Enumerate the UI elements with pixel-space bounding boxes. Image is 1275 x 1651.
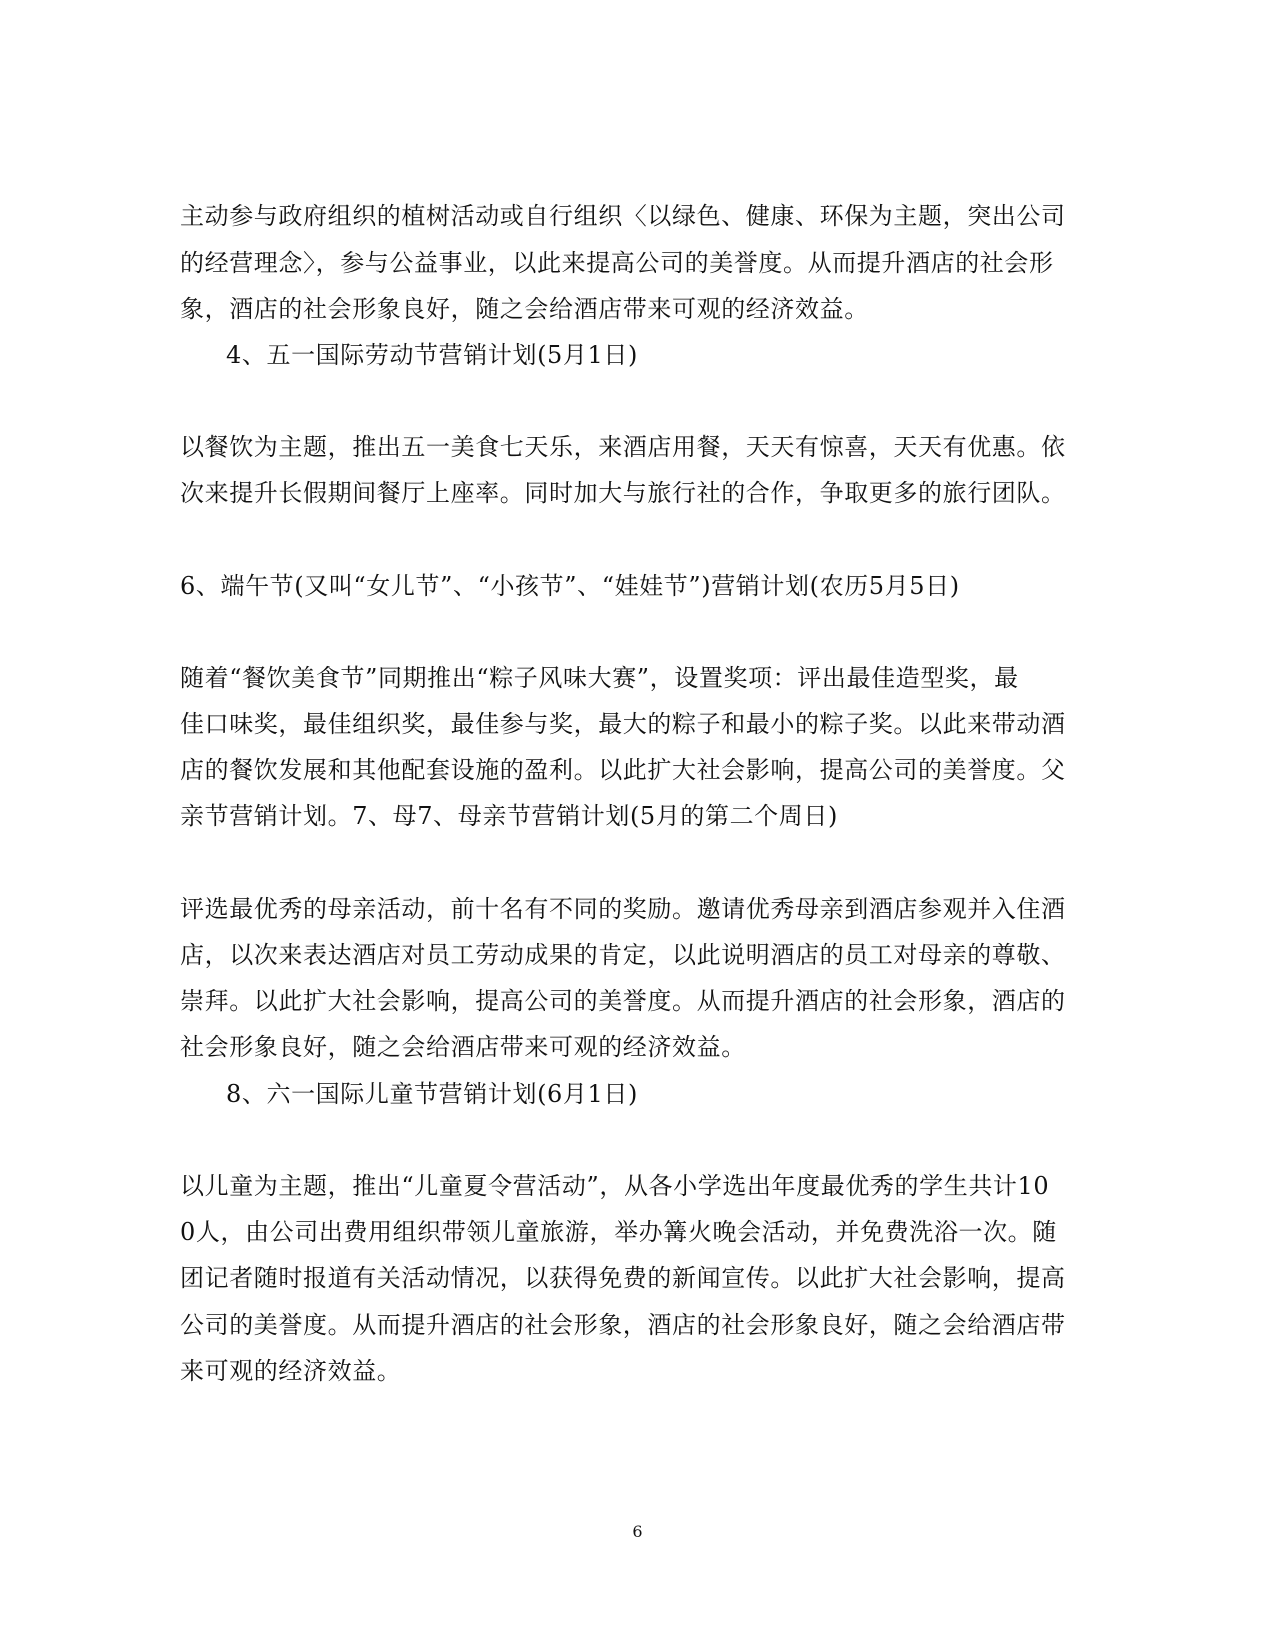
- paragraph-line: 随着“餐饮美食节”同期推出“粽子风味大赛”，设置奖项：评出最佳造型奖，最: [180, 664, 1019, 692]
- paragraph-line: 佳口味奖，最佳组织奖，最佳参与奖，最大的粽子和最小的粽子奖。以此来带动酒: [180, 710, 1066, 738]
- paragraph-line: 象，酒店的社会形象良好，随之会给酒店带来可观的经济效益。: [180, 295, 869, 323]
- paragraph-line: 主动参与政府组织的植树活动或自行组织〈以绿色、健康、环保为主题，突出公司: [180, 202, 1066, 230]
- paragraph-line: 店，以次来表达酒店对员工劳动成果的肯定，以此说明酒店的员工对母亲的尊敬、: [180, 941, 1066, 969]
- paragraph-line: 来可观的经济效益。: [180, 1357, 402, 1385]
- section-heading: 4、五一国际劳动节营销计划(5月1日): [226, 341, 638, 369]
- section-heading: 6、端午节(又叫“女儿节”、“小孩节”、“娃娃节”)营销计划(农历5月5日): [180, 572, 960, 600]
- paragraph-line: 以儿童为主题，推出“儿童夏令营活动”，从各小学选出年度最优秀的学生共计10: [180, 1172, 1050, 1200]
- paragraph-line: 团记者随时报道有关活动情况，以获得免费的新闻宣传。以此扩大社会影响，提高: [180, 1264, 1066, 1292]
- section-heading: 8、六一国际儿童节营销计划(6月1日): [226, 1080, 638, 1108]
- paragraph-line: 的经营理念〉，参与公益事业，以此来提高公司的美誉度。从而提升酒店的社会形: [180, 249, 1054, 277]
- paragraph-line: 以餐饮为主题，推出五一美食七天乐，来酒店用餐，天天有惊喜，天天有优惠。依: [180, 433, 1066, 461]
- paragraph-line: 店的餐饮发展和其他配套设施的盈利。以此扩大社会影响，提高公司的美誉度。父: [180, 756, 1066, 784]
- paragraph-line: 评选最优秀的母亲活动，前十名有不同的奖励。邀请优秀母亲到酒店参观并入住酒: [180, 895, 1066, 923]
- paragraph-line: 次来提升长假期间餐厅上座率。同时加大与旅行社的合作，争取更多的旅行团队。: [180, 479, 1066, 507]
- paragraph-line: 社会形象良好，随之会给酒店带来可观的经济效益。: [180, 1033, 746, 1061]
- paragraph-line: 0人，由公司出费用组织带领儿童旅游，举办篝火晚会活动，并免费洗浴一次。随: [180, 1218, 1057, 1246]
- paragraph-line: 亲节营销计划。7、母7、母亲节营销计划(5月的第二个周日): [180, 802, 838, 830]
- page-number: 6: [632, 1522, 643, 1541]
- paragraph-line: 公司的美誉度。从而提升酒店的社会形象，酒店的社会形象良好，随之会给酒店带: [180, 1311, 1066, 1339]
- paragraph-line: 崇拜。以此扩大社会影响，提高公司的美誉度。从而提升酒店的社会形象，酒店的: [180, 987, 1066, 1015]
